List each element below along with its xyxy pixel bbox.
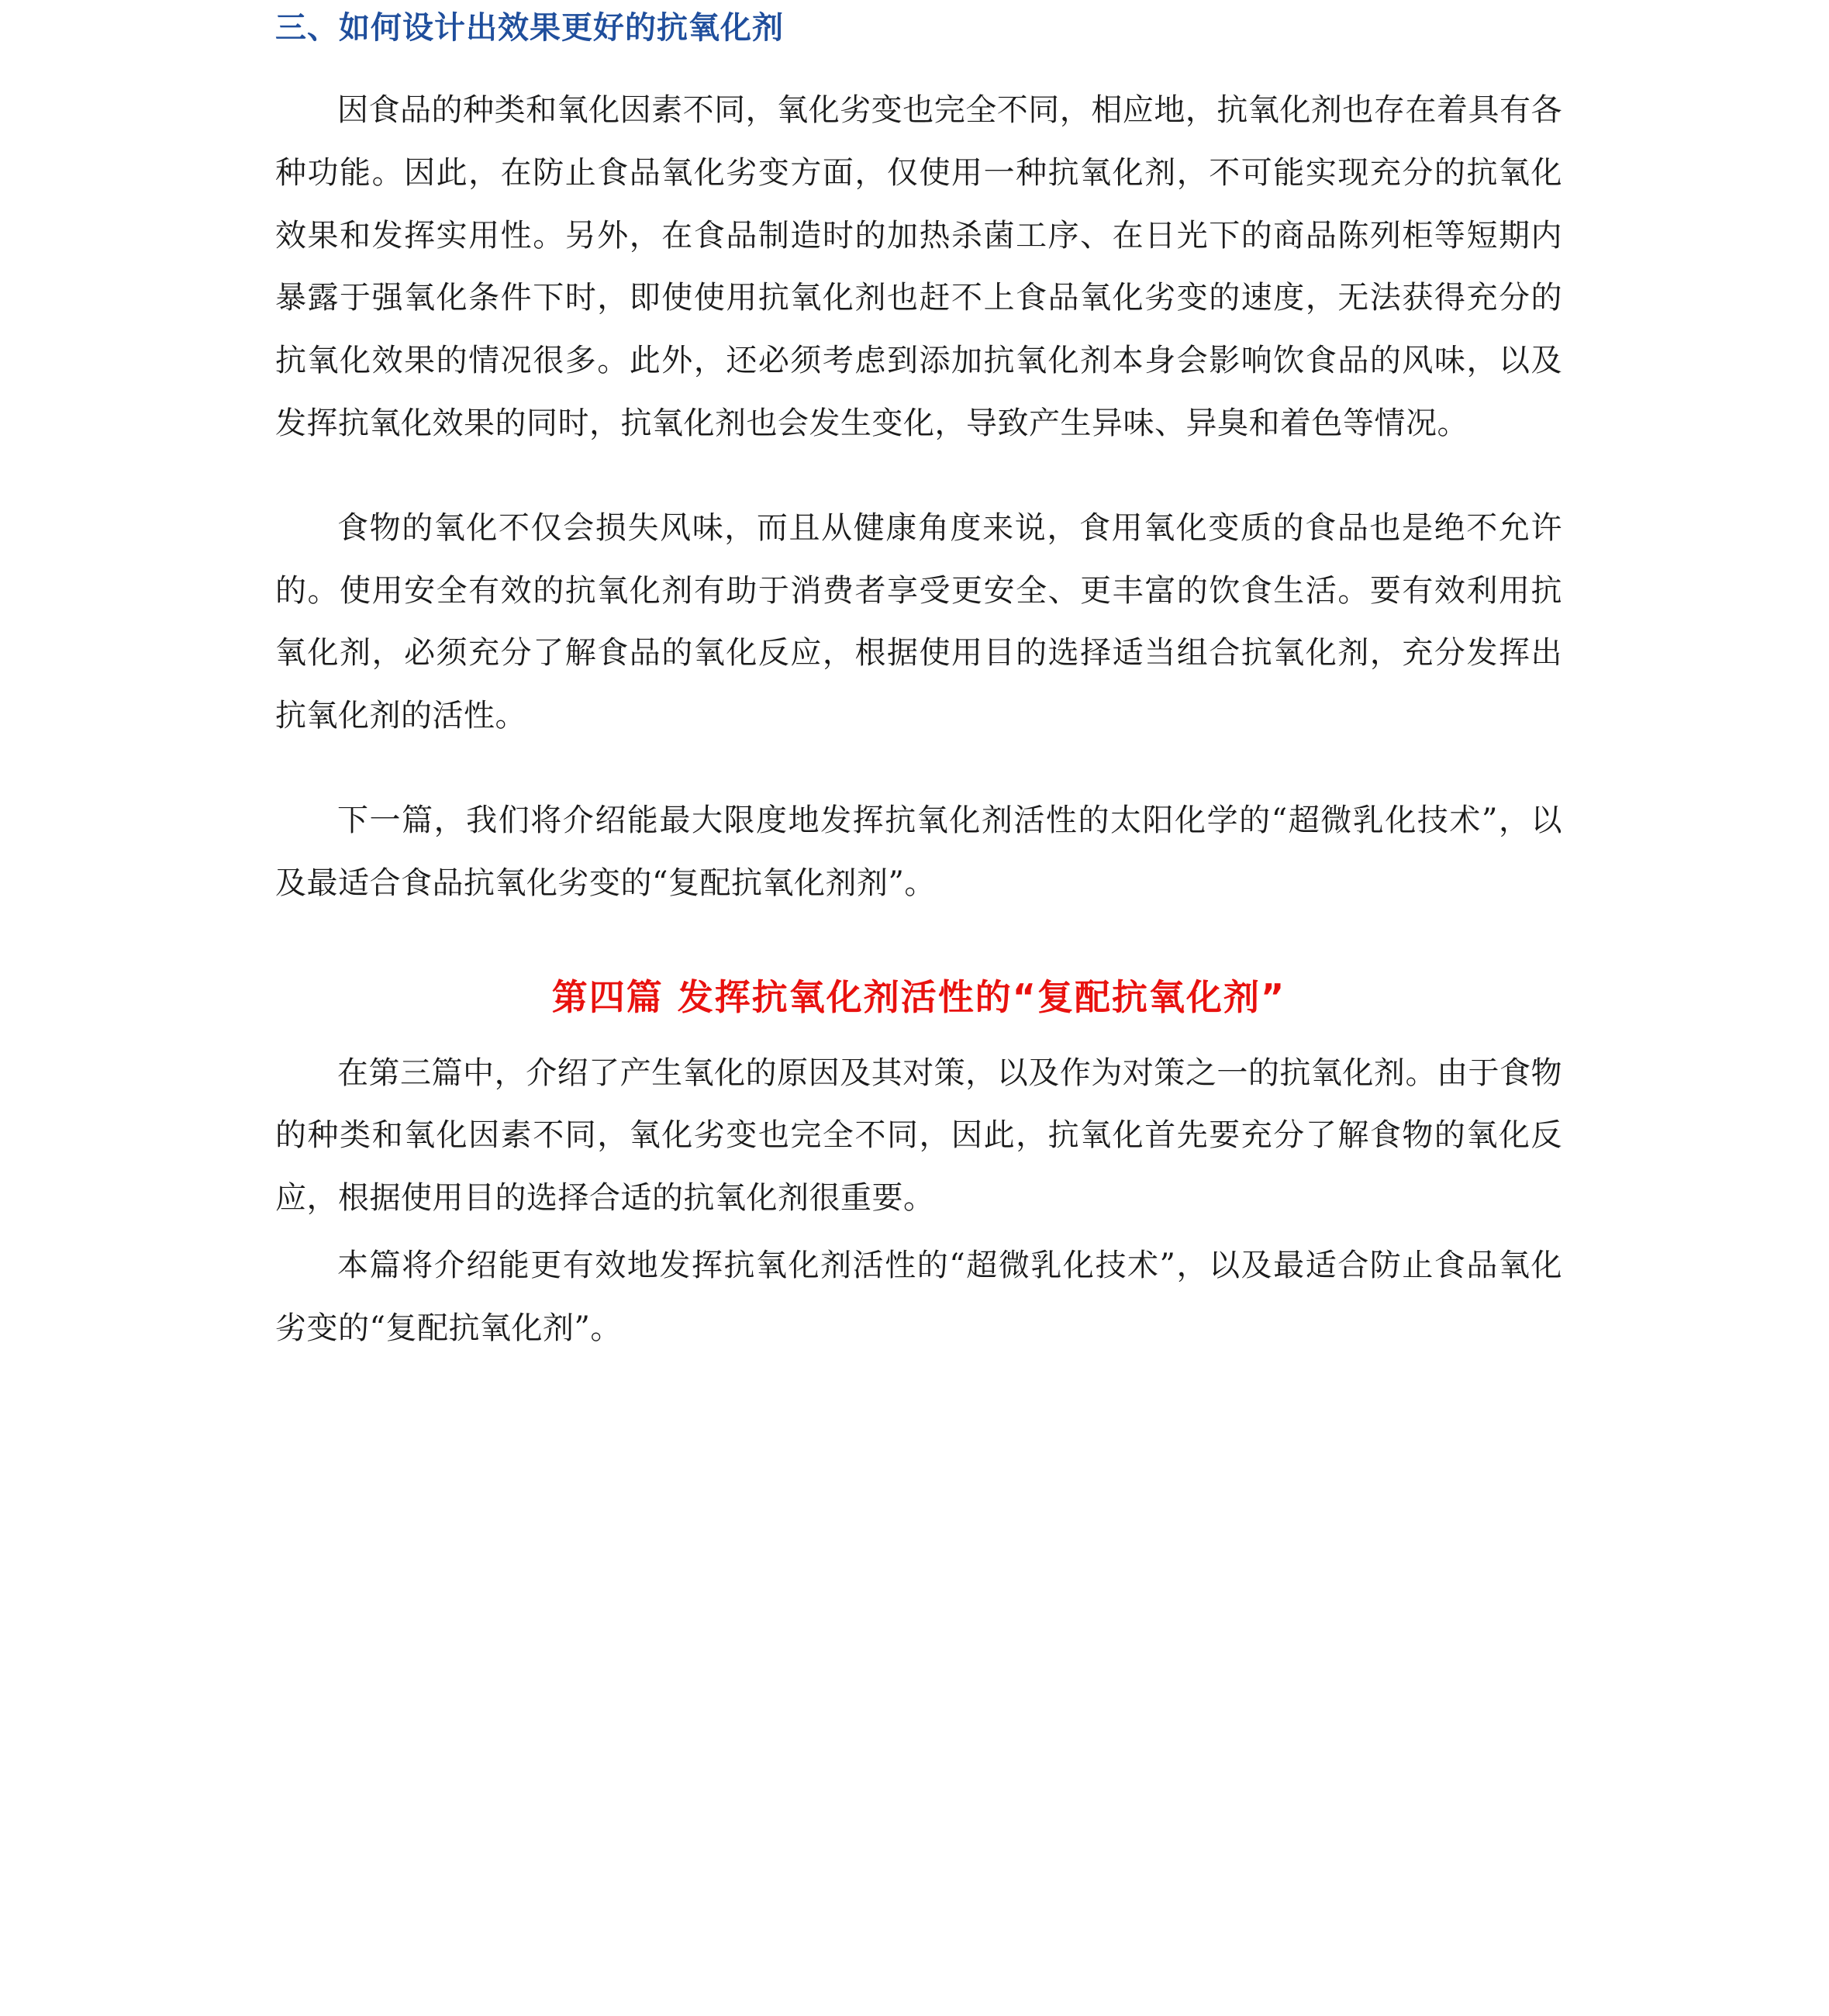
chapter-title: 第四篇 发挥抗氧化剂活性的“复配抗氧化剂” (551, 975, 1286, 1018)
paragraph-5: 本篇将介绍能更有效地发挥抗氧化剂活性的“超微乳化技术”，以及最适合防止食品氧化劣变的“复配抗氧化剂”。 (275, 1247, 1562, 1346)
paragraph-1: 因食品的种类和氧化因素不同，氧化劣变也完全不同，相应地，抗氧化剂也存在着具有各种功能。因此，在防止食品氧化劣变方面，仅使用一种抗氧化剂，不可能实现充分的抗氧化效果和发挥实用性。另外，在食品制造时的加热杀菌工序、在日光下的商品陈列柜等短期内暴露于强氧化条件下时，即使使用抗氧化剂也赶不上食品氧化劣变的速度，无法获得充分的抗氧化效果的情况很多。此外，还必须考虑到添加抗氧化剂本身会影响饮食品的风味，以及发挥抗氧化效果的同时，抗氧化剂也会发生变化，导致产生异味、异臭和着色等情况。 (275, 92, 1562, 441)
paragraph-2: 食物的氧化不仅会损失风味，而且从健康角度来说，食用氧化变质的食品也是绝不允许的。使用安全有效的抗氧化剂有助于消费者享受更安全、更丰富的饮食生活。要有效利用抗氧化剂，必须充分了解食品的氧化反应，根据使用目的选择适当组合抗氧化剂，充分发挥出抗氧化剂的活性。 (275, 509, 1562, 734)
paragraph-3: 下一篇，我们将介绍能最大限度地发挥抗氧化剂活性的太阳化学的“超微乳化技术”，以及最适合食品抗氧化劣变的“复配抗氧化剂剂”。 (275, 802, 1562, 901)
paragraph-4: 在第三篇中，介绍了产生氧化的原因及其对策，以及作为对策之一的抗氧化剂。由于食物的种类和氧化因素不同，氧化劣变也完全不同，因此，抗氧化首先要充分了解食物的氧化反应，根据使用目的选择合适的抗氧化剂很重要。 (275, 1055, 1562, 1217)
document-body (275, 0, 1562, 1360)
section-heading: 三、如何设计出效果更好的抗氧化剂 (275, 10, 784, 46)
